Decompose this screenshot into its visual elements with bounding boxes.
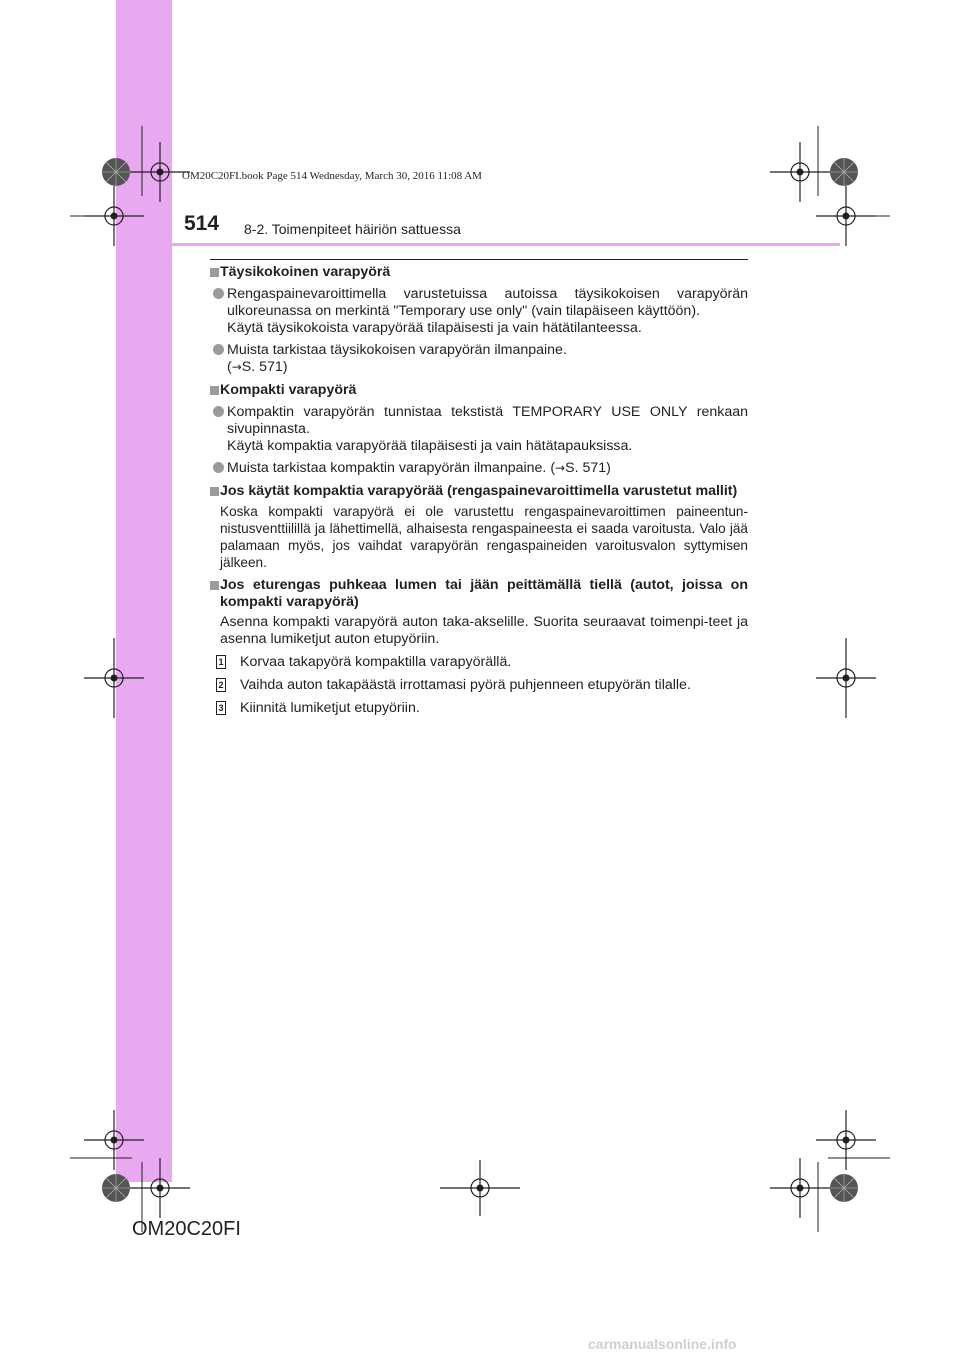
step-item: 2 Vaihda auton takapäästä irrottamasi pyörä puhjenneen etupyörän tilalle. (210, 677, 748, 694)
step-number: 1 (216, 655, 226, 669)
section-heading: Kompakti varapyörä (210, 382, 748, 399)
page-content (210, 264, 748, 717)
step-number: 2 (216, 678, 226, 692)
paragraph: Koska kompakti varapyörä ei ole varustettu rengaspainevaroittimen paineentun-nistusventtiilillä ja lähettimellä, alhaisesta rengaspaineesta ei saada varoitusta. Valo jää palamaan myös, jos vaihdat varapyörän rengaspaineiden varoitusvalon syttymisen jälkeen. (220, 504, 748, 570)
footer-model-code: OM20C20FI (132, 1218, 241, 1240)
square-bullet-icon (210, 487, 219, 496)
section-heading: Jos käytät kompaktia varapyörää (rengaspainevaroittimella varustetut mallit) (210, 483, 748, 500)
arrow-icon: → (231, 360, 242, 374)
header-rule (120, 243, 840, 246)
square-bullet-icon (210, 386, 219, 395)
round-bullet-icon (213, 344, 224, 355)
list-item: Kompaktin varapyörän tunnistaa tekstistä TEMPORARY USE ONLY renkaan sivupinnasta. Käytä kompaktia varapyörää tilapäisesti ja vain hätätapauksissa. (210, 404, 748, 455)
paragraph: Asenna kompakti varapyörä auton taka-akselille. Suorita seuraavat toimenpi-teet ja asenna lumiketjut auton etupyöriin. (220, 614, 748, 647)
round-bullet-icon (213, 406, 224, 417)
arrow-icon: → (555, 461, 566, 475)
watermark: carmanualsonline.info (588, 1336, 737, 1352)
page-number: 514 (184, 212, 220, 235)
list-item: Rengaspainevaroittimella varustetuissa autoissa täysikokoisen varapyörän ulkoreunassa on merkintä "Temporary use only" (vain tilapäiseen käyttöön). Käytä täysikokoista varapyörää tilapäisesti ja vain hätätilanteessa. (210, 286, 748, 337)
section-heading: Jos eturengas puhkeaa lumen tai jään peittämällä tiellä (autot, joissa on kompakti varapyörä) (210, 577, 748, 611)
round-bullet-icon (213, 462, 224, 473)
page-reference: (→S. 571) (227, 359, 288, 375)
list-item: Muista tarkistaa kompaktin varapyörän ilmanpaine. (→S. 571) (210, 460, 748, 477)
step-number: 3 (216, 701, 226, 715)
square-bullet-icon (210, 581, 219, 590)
list-item: Muista tarkistaa täysikokoisen varapyörän ilmanpaine. (→S. 571) (210, 342, 748, 376)
step-item: 3 Kiinnitä lumiketjut etupyöriin. (210, 700, 748, 717)
print-info: OM20C20FI.book Page 514 Wednesday, March 30, 2016 11:08 AM (182, 170, 482, 182)
round-bullet-icon (213, 288, 224, 299)
square-bullet-icon (210, 268, 219, 277)
section-heading: Täysikokoinen varapyörä (210, 264, 748, 281)
section-title: 8-2. Toimenpiteet häiriön sattuessa (244, 221, 461, 237)
top-rule (210, 259, 748, 260)
step-item: 1 Korvaa takapyörä kompaktilla varapyörällä. (210, 654, 748, 671)
